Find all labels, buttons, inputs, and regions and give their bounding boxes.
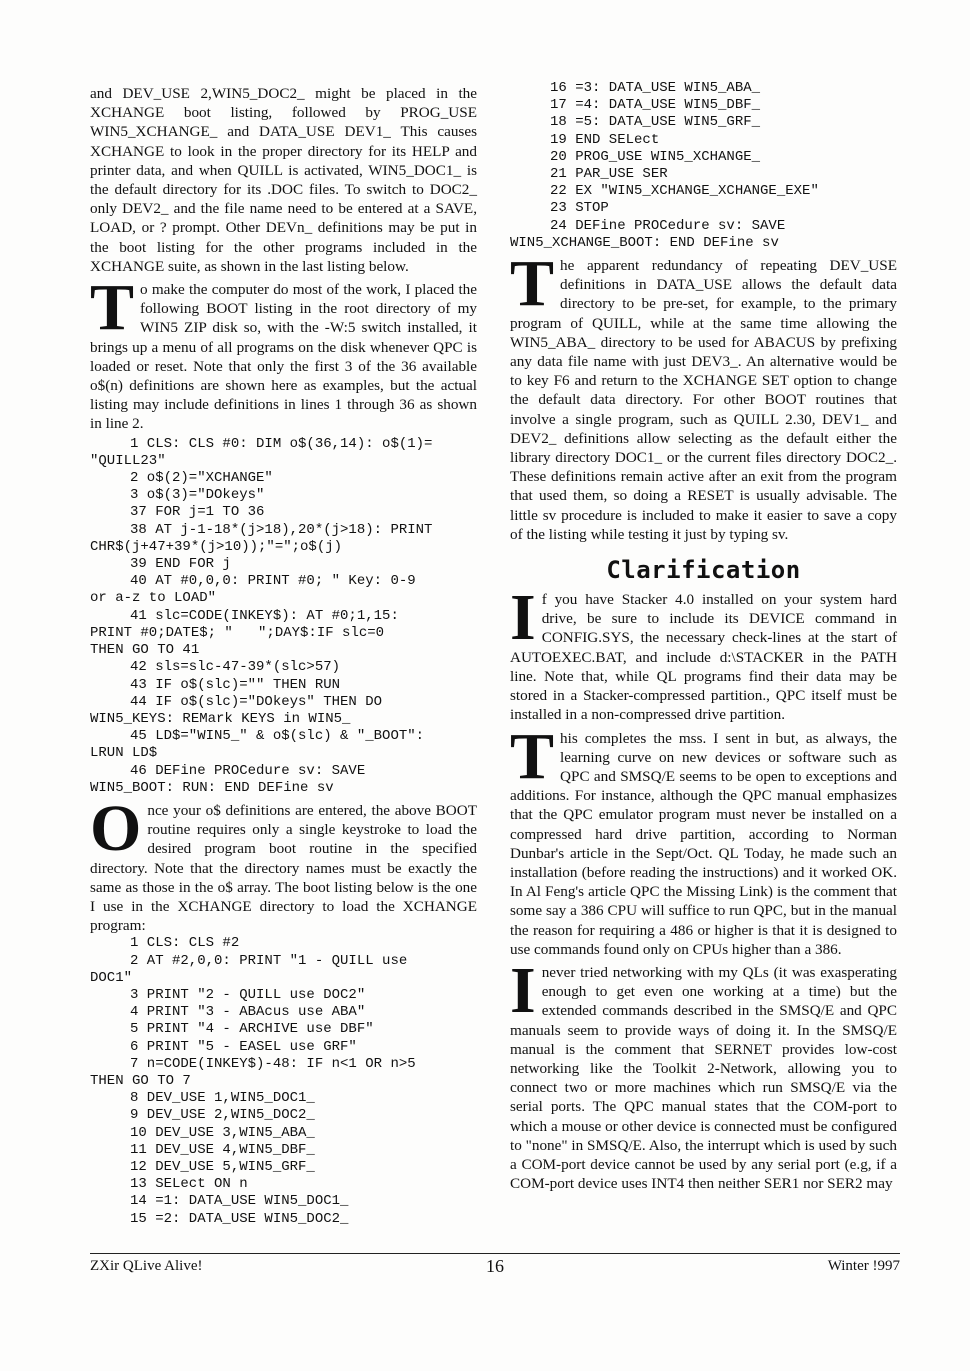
code-line: WIN5_BOOT: RUN: END DEFine sv <box>90 779 334 796</box>
code-line: 39 END FOR j <box>130 556 231 573</box>
code-line: 3 o$(3)="DOkeys" <box>130 487 265 504</box>
paragraph-text: nce your o$ definitions are entered, the above BOOT routine requires only a single keystroke to load the desired program boot routine in the specified directory. Note that the directory names must be exactly the same as those in the o$ array. The boot listing below is the one I use in the XCHANGE directory to load the XCHANGE program: <box>90 801 477 935</box>
code-line: 10 DEV_USE 3,WIN5_ABA_ <box>130 1124 315 1141</box>
code-line: 2 o$(2)="XCHANGE" <box>130 470 273 487</box>
code-line: 12 DEV_USE 5,WIN5_GRF_ <box>130 1158 315 1175</box>
drop-cap: T <box>510 247 555 321</box>
right-column <box>510 80 897 1193</box>
code-line: 18 =5: DATA_USE WIN5_GRF_ <box>550 114 761 131</box>
paragraph-text: o make the computer do most of the work, I placed the following BOOT listing in the root directory of my WIN5 ZIP disk so, with the -W:5 switch installed, it brings up a menu of all programs on the disk whenever QPC is loaded or reset. Note that only the first 3 of the 36 available o$(n) definitions are shown here as examples, but the actual listing may include definitions in lines 1 through 36 as shown in line 2. <box>90 281 477 433</box>
code-listing-xchange-continued <box>510 80 897 252</box>
paragraph-definitions <box>90 791 477 935</box>
code-line: 3 PRINT "2 - QUILL use DOC2" <box>130 986 366 1003</box>
code-listing-boot <box>90 436 477 797</box>
code-line: 38 AT j-1-18*(j>18),20*(j>18): PRINT <box>130 521 433 538</box>
paragraph-text: he apparent redundancy of repeating DEV_USE definitions in DATA_USE allows the default data directory to be pre-set, for example, to the primary program of QUILL, while at the same time allowing the WIN5_ABA_ directory to be used for ABACUS by prefixing any data file name with just DEV3_. An alternative would be to key F6 and return to the XCHANGE SET option to change the default data directory. For other BOOT routines that involve a single program, such as QUILL 2.30, DEV1_ and DEV2_ definitions allow selecting as the default either the library directory DOC1_ or the current files directory DOC2_. These definitions remain active after an exit from the program that used them, so doing a RESET is usually advisable. The little sv procedure is included to make it easier to save a copy of the listing while testing it just by typing sv. <box>510 257 897 543</box>
paragraph-text: his completes the mss. I sent in but, as always, the learning curve on new devices or software such as QPC and SMSQ/E seems to be open to exceptions and additions. For instance, although the QPC manual emphasizes that the QPC emulator program must never be installed on a compressed hard drive partition, according to Norman Dunbar's article in the Sept/Oct. QL Today, he made such an installation (before reading the instructions) and it worked OK. In Al Feng's article QPC the Missing Link) is the comment that some say a 386 CPU will suffice to run QPC, but in the manual the reason for requiring a 486 or higher is that it is designed to use commands found only on CPUs higher than a 386. <box>510 729 897 958</box>
code-listing-xchange <box>90 935 477 1227</box>
code-line: 44 IF o$(slc)="DOkeys" THEN DO <box>130 693 383 710</box>
drop-cap: T <box>90 271 135 345</box>
code-line: 42 sls=slc-47-39*(slc>57) <box>130 659 341 676</box>
page-number: 16 <box>486 1256 504 1276</box>
code-line: 24 DEFine PROCedure sv: SAVE <box>550 217 786 234</box>
paragraph-intro: and DEV_USE 2,WIN5_DOC2_ might be placed in the XCHANGE boot listing, followed by PROG_USE WIN5_XCHANGE_ and DATA_USE DEV1_ This causes XCHANGE to look in the proper directory for its HELP and printer data, and when QUILL is activated, WIN5_DOC1_ is the default directory for its .DOC files. To switch to DOC2_ only DEV2_ and the file name need to be entered at a SAVE, LOAD, or ? prompt. Other DEVn_ definitions may be put in the boot listing for the other programs included in the XCHANGE suite, as shown in the last listing below. <box>90 85 477 275</box>
code-line: THEN GO TO 7 <box>90 1072 191 1089</box>
paragraph-text: never tried networking with my QLs (it was exasperating enough to get even one working at a time) but the extended commands described in the SMSQ/E and QPC manuals seem to provide ways of doing it. In the SMSQ/E manual is the comment that SERNET provides low-cost networking like the Toolkit 2-Network, allowing you to connect two or more machines which run SMSQ/E via the serial ports. The QPC manual states that the COM-port to which a mouse or other device is connected must be configured to "none" in SMSQ/E. Also, the interrupt which is used by such a COM-port device cannot be used by any serial port (e.g, if a COM-port device uses INT4 then neither SER1 nor SER2 may <box>510 963 897 1193</box>
code-line: 45 LD$="WIN5_" & o$(slc) & "_BOOT": <box>130 728 425 745</box>
drop-cap: T <box>510 719 555 793</box>
code-line: 7 n=CODE(INKEY$)-48: IF n<1 OR n>5 <box>130 1055 416 1072</box>
code-line: 2 AT #2,0,0: PRINT "1 - QUILL use <box>130 952 408 969</box>
paragraph-text: f you have Stacker 4.0 installed on your system hard drive, be sure to include its DEVICE command in CONFIG.SYS, the necessary check-lines at the start of AUTOEXEC.BAT, and include d:\STACKER in the PATH line. Note that, while QL programs find their data may be stored in a Stacker-compressed partition., QPC itself must be installed in a non-compressed drive partition. <box>510 591 897 724</box>
code-line: 19 END SELect <box>550 131 660 148</box>
paragraph-boot-menu <box>90 271 477 434</box>
code-line: 5 PRINT "4 - ARCHIVE use DBF" <box>130 1021 374 1038</box>
code-line: CHR$(j+47+39*(j>10));"=";o$(j) <box>90 538 343 555</box>
paragraph-redundancy <box>510 247 897 544</box>
code-line: 40 AT #0,0,0: PRINT #0; " Key: 0-9 <box>130 573 416 590</box>
code-line: DOC1" <box>90 969 133 986</box>
code-line: 1 CLS: CLS #2 <box>130 935 240 952</box>
code-line: 41 slc=CODE(INKEY$): AT #0;1,15: <box>130 607 399 624</box>
code-line: 8 DEV_USE 1,WIN5_DOC1_ <box>130 1090 315 1107</box>
code-line: 14 =1: DATA_USE WIN5_DOC1_ <box>130 1193 349 1210</box>
section-heading: Clarification <box>606 556 801 585</box>
paragraph-stacker <box>510 581 897 724</box>
issue-date: Winter !997 <box>827 1258 900 1274</box>
code-line: 1 CLS: CLS #0: DIM o$(36,14): o$(1)= <box>130 435 433 452</box>
code-line: THEN GO TO 41 <box>90 642 200 659</box>
code-line: 15 =2: DATA_USE WIN5_DOC2_ <box>130 1210 349 1227</box>
code-line: 37 FOR j=1 TO 36 <box>130 504 265 521</box>
code-line: 22 EX "WIN5_XCHANGE_XCHANGE_EXE" <box>550 183 819 200</box>
code-line: "QUILL23" <box>90 452 166 469</box>
paragraph-completion <box>510 719 897 959</box>
code-line: 13 SELect ON n <box>130 1176 248 1193</box>
code-line: or a-z to LOAD" <box>90 590 217 607</box>
code-line: 21 PAR_USE SER <box>550 166 668 183</box>
code-line: 17 =4: DATA_USE WIN5_DBF_ <box>550 97 761 114</box>
code-line: 16 =3: DATA_USE WIN5_ABA_ <box>550 80 761 96</box>
drop-cap: O <box>90 791 142 865</box>
code-line: 11 DEV_USE 4,WIN5_DBF_ <box>130 1141 315 1158</box>
footer-divider <box>90 1253 900 1254</box>
drop-cap: I <box>510 581 536 655</box>
code-line: 43 IF o$(slc)="" THEN RUN <box>130 676 341 693</box>
code-line: WIN5_XCHANGE_BOOT: END DEFine sv <box>510 234 779 251</box>
left-column <box>90 84 477 1228</box>
code-line: LRUN LD$ <box>90 745 158 762</box>
code-line: PRINT #0;DATE$; " ";DAY$:IF slc=0 <box>90 624 385 641</box>
code-line: 20 PROG_USE WIN5_XCHANGE_ <box>550 148 761 165</box>
code-line: 9 DEV_USE 2,WIN5_DOC2_ <box>130 1107 315 1124</box>
code-line: 6 PRINT "5 - EASEL use GRF" <box>130 1038 357 1055</box>
paragraph-networking <box>510 953 897 1193</box>
code-line: WIN5_KEYS: REMark KEYS in WIN5_ <box>90 710 351 727</box>
magazine-name: ZXir QLive Alive! <box>90 1258 203 1274</box>
code-line: 46 DEFine PROCedure sv: SAVE <box>130 762 366 779</box>
code-line: 4 PRINT "3 - ABAcus use ABA" <box>130 1004 366 1021</box>
code-line: 23 STOP <box>550 200 609 217</box>
drop-cap: I <box>510 953 536 1027</box>
